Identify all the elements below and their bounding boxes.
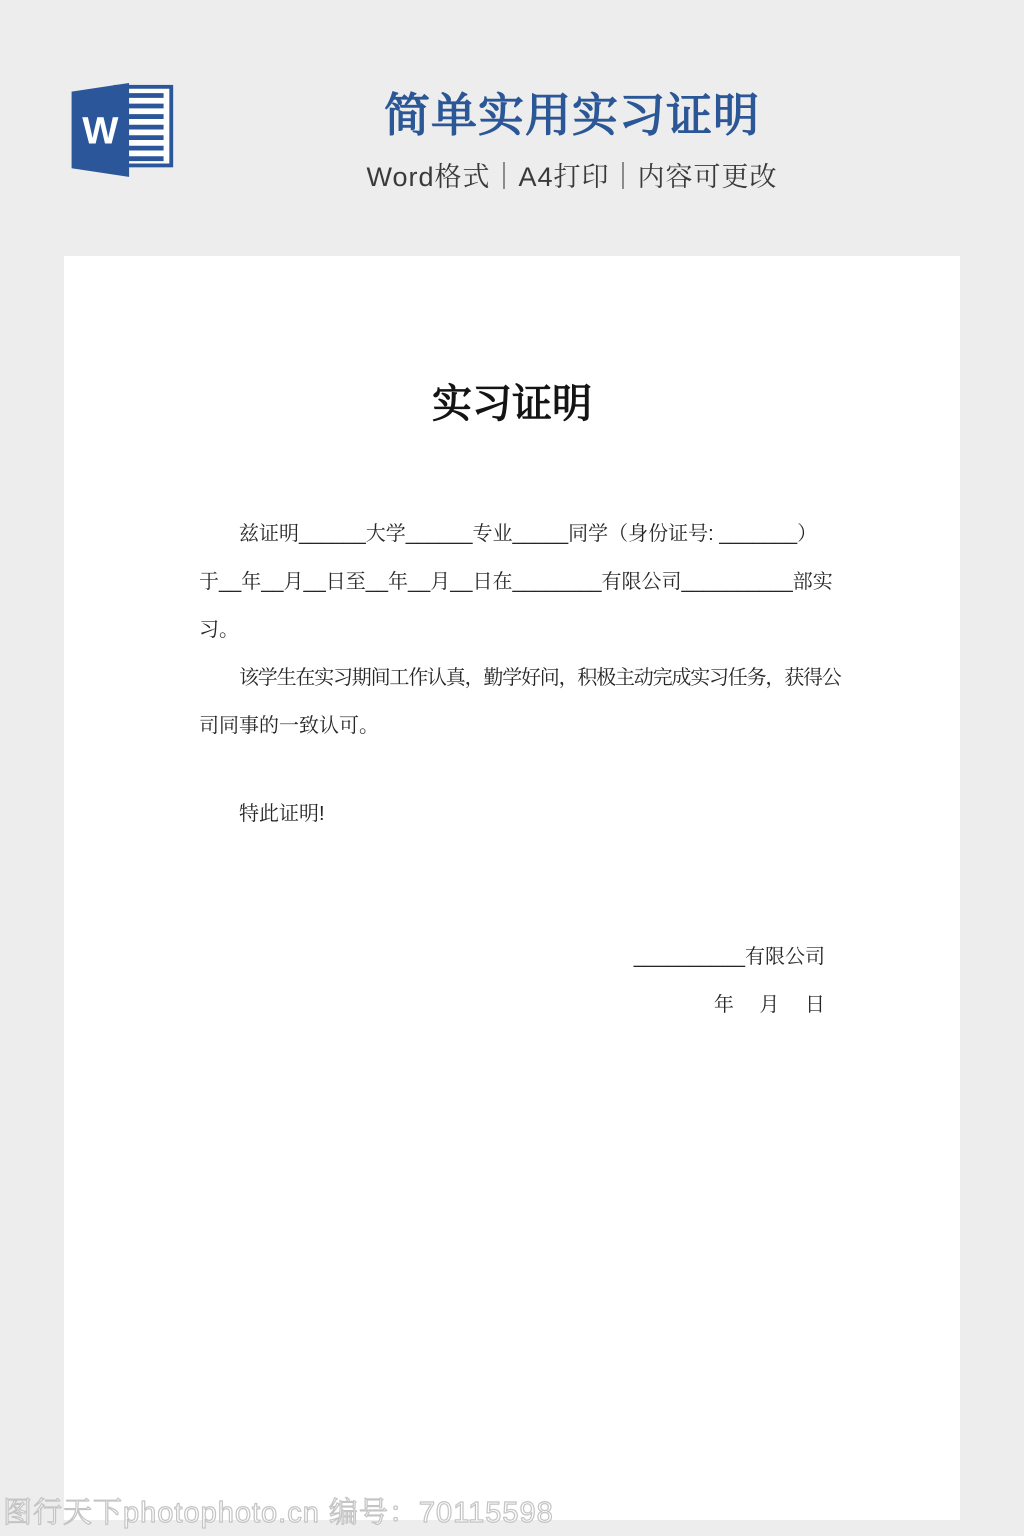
document-content [64, 256, 960, 1029]
template-subtitle: Word格式｜A4打印｜内容可更改 [366, 161, 778, 192]
signature-date-line: 年 月 日 [713, 994, 825, 1016]
template-title: 简单实用实习证明 [384, 89, 760, 141]
word-logo-icon [62, 78, 177, 180]
word-icon-page-lines [123, 95, 163, 158]
para2-line2: 司同事的一致认可。 [199, 715, 379, 737]
para2-line1: 该学生在实习期间工作认真，勤学好问，积极主动完成实习任务，获得公 [239, 667, 841, 689]
document-title: 实习证明 [432, 382, 592, 426]
para1-line1: 兹证明______大学______专业_____同学（身份证号: _______） [239, 523, 818, 545]
word-icon-letter: W [82, 109, 119, 153]
signature-company-line: __________有限公司 [633, 946, 825, 968]
header-text-block [180, 90, 964, 194]
watermark-text: 图行天下photophoto.cn 编号：70115598 [3, 1497, 554, 1529]
document-page [64, 256, 960, 1520]
para1-line2: 于__年__月__日至__年__月__日在________有限公司__________部实 [199, 571, 833, 593]
para3-certify-line: 特此证明! [239, 803, 325, 825]
para1-line3: 习。 [199, 619, 239, 641]
template-header [0, 0, 1024, 256]
